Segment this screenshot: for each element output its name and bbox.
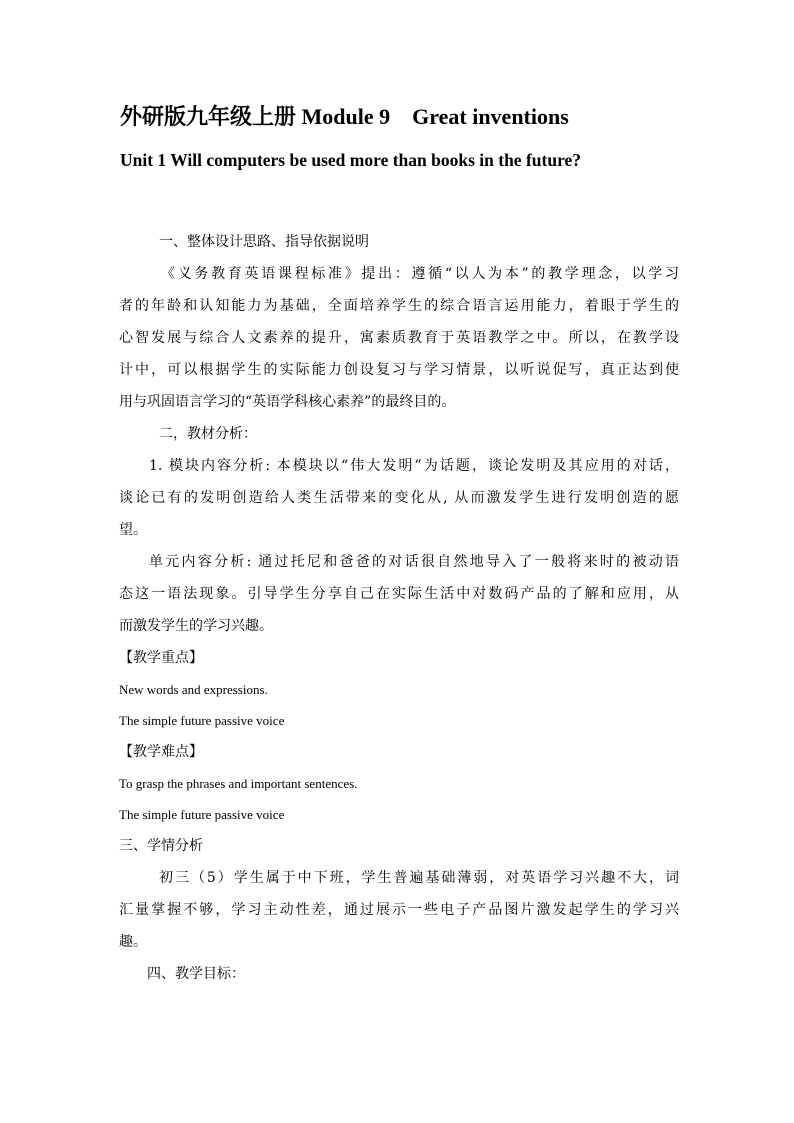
text-line: 初三（5）学生属于中下班，学生普遍基础薄弱，对英语学习兴趣不大，词 xyxy=(159,870,679,886)
text-line: 计中，可以根据学生的实际能力创设复习与学习情景，以听说促写，真正达到使 xyxy=(119,362,679,378)
text-line: 用与巩固语言学习的“英语学科核心素养”的最终目的。 xyxy=(119,394,456,410)
unit-analysis-paragraph xyxy=(119,546,679,642)
text-line: 谈论已有的发明创造给人类生活带来的变化从, 从而激发学生进行发明创造的愿 xyxy=(119,490,679,506)
text-line: 而激发学生的学习兴趣。 xyxy=(119,618,273,634)
key-point-item: New words and expressions. xyxy=(119,682,268,697)
title-module: Module 9 xyxy=(301,104,391,129)
section-heading-4: 四、教学目标： xyxy=(147,966,245,982)
unit-subtitle: Unit 1 Will computers be used more than books in the future? xyxy=(120,150,582,170)
difficult-points-heading: 【教学难点】 xyxy=(119,744,203,760)
section-heading-2: 二，教材分析： xyxy=(159,426,257,442)
text-line: 望。 xyxy=(119,522,147,538)
text-line: 1. 模块内容分析: 本模块以“伟大发明”为话题，谈论发明及其应用的对话， xyxy=(149,458,679,474)
text-line: 者的年龄和认知能力为基础，全面培养学生的综合语言运用能力，着眼于学生的 xyxy=(119,298,679,314)
text-line: 《义务教育英语课程标准》提出：遵循“以人为本”的教学理念，以学习 xyxy=(161,266,679,282)
text-line: 趣。 xyxy=(119,934,147,950)
key-points-heading: 【教学重点】 xyxy=(119,650,203,666)
key-point-item: The simple future passive voice xyxy=(119,713,285,728)
difficult-point-item: To grasp the phrases and important sentences. xyxy=(119,776,358,791)
learner-analysis-paragraph xyxy=(119,862,679,958)
text-line: 汇量掌握不够，学习主动性差，通过展示一些电子产品图片激发起学生的学习兴 xyxy=(119,902,679,918)
page-title xyxy=(120,101,569,133)
title-chinese: 外研版九年级上册 xyxy=(120,104,297,129)
difficult-point-item: The simple future passive voice xyxy=(119,807,285,822)
text-line: 心智发展与综合人文素养的提升，寓素质教育于英语教学之中。所以，在教学设 xyxy=(119,330,679,346)
section-heading-3: 三、学情分析 xyxy=(119,838,203,854)
document-body xyxy=(119,226,679,990)
section-1-paragraph xyxy=(119,258,679,418)
text-line: 态这一语法现象。引导学生分享自己在实际生活中对数码产品的了解和应用，从 xyxy=(119,586,679,602)
text-line: 单元内容分析: 通过托尼和爸爸的对话很自然地导入了一般将来时的被动语 xyxy=(149,554,679,570)
module-analysis-paragraph xyxy=(119,450,679,546)
title-topic: Great inventions xyxy=(412,104,569,129)
section-heading-1: 一、整体设计思路、指导依据说明 xyxy=(159,234,369,250)
